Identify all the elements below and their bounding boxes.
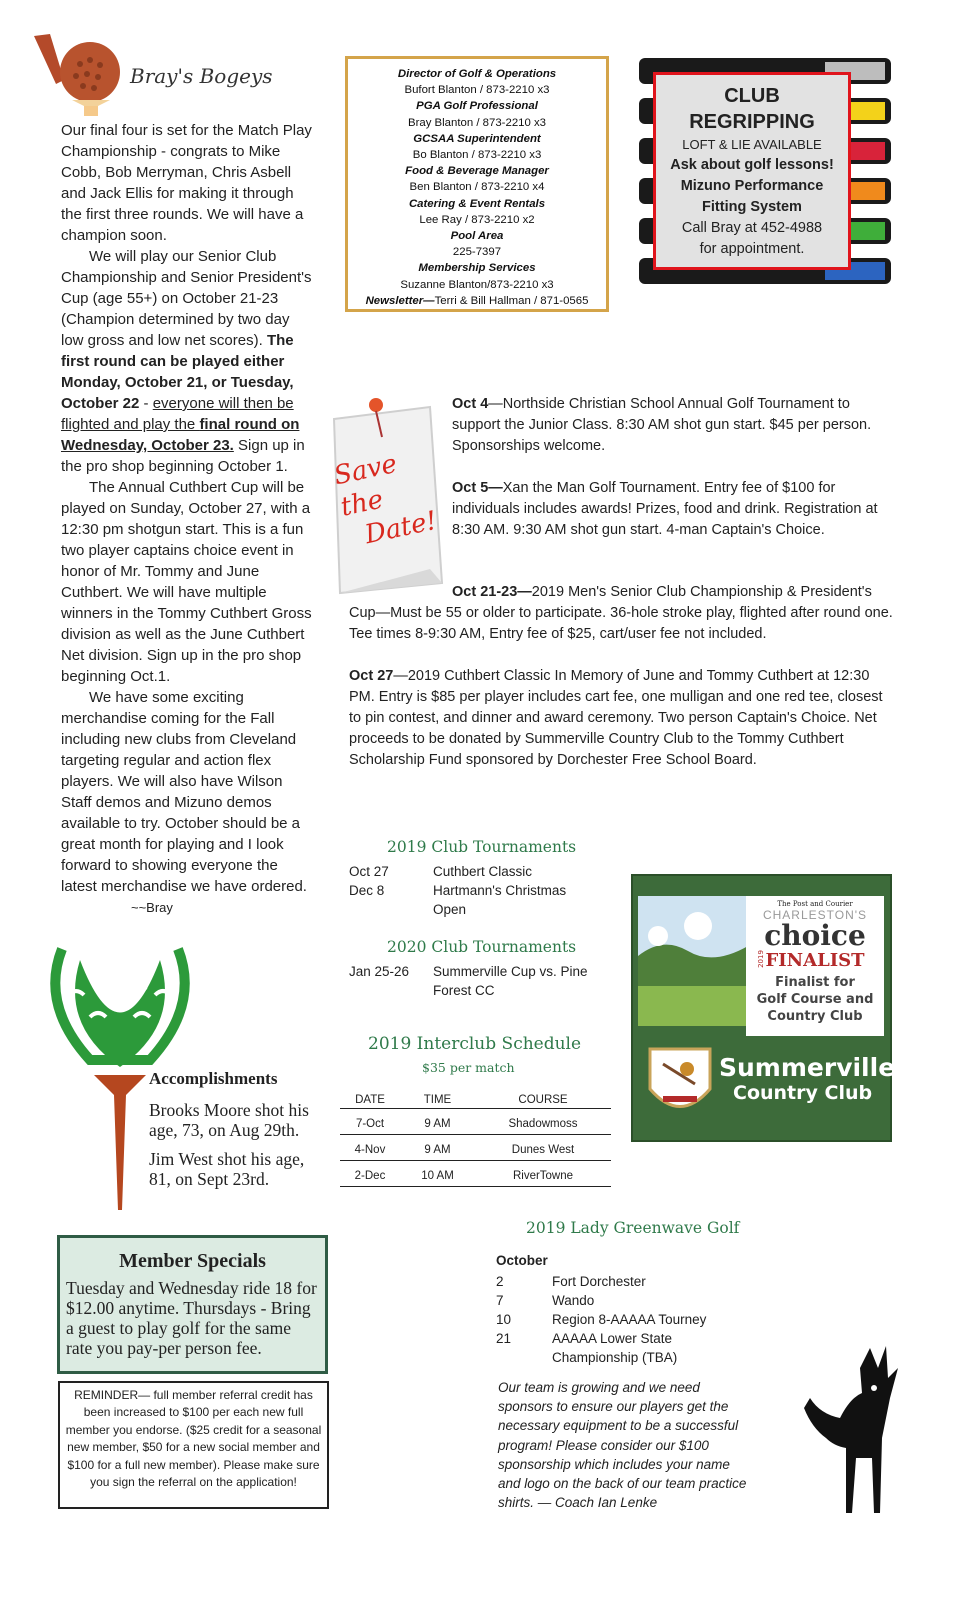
sponsorship-note: Our team is growing and we need sponsors to ensure our players get the necessary equipment to be a successful program! Please consider our $100 sponsorship which includes your name and logo on the back of our team practice shirts. — Coach Ian Lenke bbox=[498, 1380, 747, 1511]
event-item bbox=[349, 666, 894, 771]
club-name: Country Club bbox=[733, 1082, 873, 1104]
save-date-line: Date! bbox=[362, 505, 440, 551]
event-text: —Northside Christian School Annual Golf Tournament to support the Junior Class. 8:30 AM shot gun start. $45 per person. Sponsorships welcome. bbox=[452, 396, 872, 454]
staff-role: Food & Beverage Manager bbox=[405, 165, 549, 178]
tournament-name: Hartmann's Christmas Open bbox=[433, 883, 567, 917]
regrip-title: REGRIPPING bbox=[689, 111, 815, 133]
table-cell: 10 AM bbox=[421, 1170, 454, 1182]
staff-role: Newsletter— bbox=[365, 294, 435, 307]
schedule-day: 2 bbox=[496, 1274, 504, 1289]
event-text: Xan the Man Golf Tournament. Entry fee of $100 for individuals includes awards! Prizes, food and drink. Registration at 8:30 AM. 9:30 AM shot gun start. 4-man Captain's Choice. bbox=[452, 480, 878, 538]
article-paragraph: The Annual Cuthbert Cup will be played on Sunday, October 27, with a 12:30 pm shotgun start. This is a fun two player captains choice event in honor of Mr. Tommy and June Cuthbert. We will have multiple winners in the Tommy Cuthbert Gross division as well as the June Cuthbert Net division. Sign up in the pro shop beginning Oct.1. bbox=[61, 479, 312, 685]
staff-contact: Bufort Blanton / 873-2210 x3 bbox=[404, 84, 550, 97]
staff-role: Pool Area bbox=[450, 230, 504, 243]
choice-city: CHARLESTON'S bbox=[762, 908, 868, 922]
schedule-event: AAAAA Lower State Championship (TBA) bbox=[552, 1331, 678, 1365]
finalist-row bbox=[746, 950, 884, 970]
regrip-text: LOFT & LIE AVAILABLE bbox=[682, 137, 822, 152]
event-date: Oct 21-23— bbox=[452, 584, 532, 600]
column-header: TIME bbox=[423, 1094, 452, 1106]
newsletter-contact bbox=[352, 293, 602, 309]
interclub-subheading: $35 per match bbox=[422, 1060, 515, 1075]
table-cell: RiverTowne bbox=[512, 1170, 574, 1182]
schedule-day: 10 bbox=[496, 1312, 512, 1327]
finalist-word: FINALIST bbox=[765, 950, 865, 971]
event-item bbox=[452, 478, 892, 541]
schedule-day: 7 bbox=[496, 1293, 504, 1308]
staff-role: Membership Services bbox=[418, 262, 536, 275]
interclub-heading: 2019 Interclub Schedule bbox=[368, 1034, 582, 1054]
staff-contact: Bray Blanton / 873-2210 x3 bbox=[407, 116, 547, 129]
table-cell: 9 AM bbox=[424, 1144, 451, 1156]
staff-contact: 225-7397 bbox=[452, 246, 502, 259]
table-cell: Shadowmoss bbox=[508, 1118, 578, 1130]
table-header bbox=[340, 1093, 611, 1109]
article-text: Sign up in the pro shop beginning October 1. bbox=[61, 437, 305, 475]
accomplishment-item: Jim West shot his age, 81, on Sept 23rd. bbox=[149, 1149, 305, 1189]
member-specials-heading: Member Specials bbox=[119, 1250, 266, 1272]
regrip-text: Mizuno Performance bbox=[680, 178, 824, 194]
tournament-date: Oct 27 bbox=[349, 864, 389, 879]
events-list bbox=[349, 582, 894, 792]
schedule-event: Region 8-AAAAA Tourney bbox=[552, 1312, 707, 1327]
brays-bogeys-article bbox=[61, 120, 316, 918]
tournament-name: Cuthbert Classic bbox=[433, 864, 533, 879]
lady-month: October bbox=[496, 1253, 548, 1268]
article-underline: everyone will then be flighted and play the bbox=[61, 395, 294, 433]
staff-role: GCSAA Superintendent bbox=[413, 132, 541, 145]
save-the-date-note bbox=[326, 393, 446, 598]
event-date: Oct 27 bbox=[349, 668, 394, 684]
award-year: 2019 bbox=[756, 950, 765, 968]
caption-line: Golf Course and bbox=[756, 992, 874, 1007]
staff-role: Director of Golf & Operations bbox=[397, 68, 557, 80]
signature: ~~Bray bbox=[131, 900, 173, 915]
article-paragraph bbox=[61, 687, 316, 918]
tournament-date: Dec 8 bbox=[349, 883, 385, 898]
article-bold: The first round can be played either Monday, October 21, or Tuesday, October 22 bbox=[61, 332, 294, 412]
table-row bbox=[340, 1135, 611, 1161]
tournaments-2020-heading: 2020 Club Tournaments bbox=[387, 938, 577, 956]
event-text: 2019 Men's Senior Club Championship & President's Cup—Must be 55 or older to participate. 36-hole stroke play, flighted after round one. Tee times 8-9:30 AM, Entry fee of $25, cart/user fee not included. bbox=[349, 584, 893, 642]
member-specials-box bbox=[57, 1235, 328, 1374]
caption-line: Finalist for bbox=[775, 975, 855, 990]
regrip-text: Fitting System bbox=[702, 199, 802, 215]
schedule-day: 21 bbox=[496, 1331, 512, 1346]
charlestons-choice-badge bbox=[631, 874, 896, 1142]
staff-contact: Ben Blanton / 873-2210 x4 bbox=[409, 181, 545, 194]
table-cell: Dunes West bbox=[511, 1144, 575, 1156]
tournament-name: Summerville Cup vs. Pine Forest CC bbox=[433, 964, 588, 998]
staff-contact: Terri & Bill Hallman / 871-0565 bbox=[434, 294, 589, 307]
golf-course-photo bbox=[638, 896, 748, 1026]
table-row bbox=[340, 1161, 611, 1187]
article-text: We will play our Senior Club Championship and Senior President's Cup (age 55+) on October 21-23 (Champion determined by two day low gross and low net scores). bbox=[61, 248, 312, 349]
regrip-text: Call Bray at 452-4988 bbox=[681, 220, 823, 236]
event-text: —2019 Cuthbert Classic In Memory of June and Tommy Cuthbert at 12:30 PM. Entry is $85 per player includes cart fee, one mulligan and one red tee, closest to pin contest, and dinner and award ceremony. Two person Captain's Choice. Net proceeds to be donated by Summerville Country Club to the Tommy Cuthbert Scholarship Fund sponsored by Dorchester Free School Board. bbox=[349, 668, 883, 768]
article-paragraph: Our final four is set for the Match Play Championship - congrats to Mike Cobb, Bob Merryman, Chris Asbell and Jack Ellis for making it through the first three rounds. We will have a champion soon. bbox=[61, 122, 312, 244]
table-cell: 2-Dec bbox=[354, 1170, 386, 1182]
article-text: We have some exciting merchandise coming for the Fall including new clubs from Cleveland targeting regular and action flex players. We will also have Wilson Staff demos and Mizuno demos available to try. October should be a great month for playing and I look forward to showing everyone the latest merchandise we have ordered. bbox=[61, 689, 307, 895]
events-list bbox=[452, 394, 892, 562]
club-crest-icon bbox=[645, 1044, 715, 1124]
event-date: Oct 5— bbox=[452, 480, 503, 496]
table-cell: 9 AM bbox=[424, 1118, 451, 1130]
table-cell: 4-Nov bbox=[354, 1144, 386, 1156]
table-cell: 7-Oct bbox=[355, 1118, 385, 1130]
brays-bogeys-title: Bray's Bogeys bbox=[130, 64, 273, 88]
regrip-title: CLUB bbox=[724, 85, 780, 107]
member-specials-body: Tuesday and Wednesday ride 18 for $12.00 anytime. Thursdays - Bring a guest to play golf for the same rate you pay-per person fee. bbox=[66, 1278, 317, 1358]
referral-reminder: REMINDER— full member referral credit has been increased to $100 per each new full member you endorse. ($25 credit for a seasonal new member, $50 for a new social member and $100 for a full new member). Please make sure you sign the referral on the application! bbox=[58, 1381, 329, 1509]
article-paragraph bbox=[61, 246, 316, 477]
staff-role: Catering & Event Rentals bbox=[408, 197, 546, 210]
column-header: DATE bbox=[355, 1094, 385, 1106]
caption-line: Country Club bbox=[767, 1009, 863, 1024]
tournaments-2019-heading: 2019 Club Tournaments bbox=[387, 838, 577, 856]
save-date-line: Save the bbox=[331, 448, 400, 523]
accomplishments-heading: Accomplishments bbox=[149, 1069, 278, 1088]
newspaper-name: The Post and Courier bbox=[777, 900, 853, 908]
schedule-event: Fort Dorchester bbox=[552, 1274, 646, 1289]
lady-greenwave-heading: 2019 Lady Greenwave Golf bbox=[526, 1219, 740, 1237]
schedule-event: Wando bbox=[552, 1293, 595, 1308]
staff-contact: Lee Ray / 873-2210 x2 bbox=[419, 213, 535, 226]
choice-word: choice bbox=[764, 919, 866, 952]
table-row bbox=[340, 1109, 611, 1135]
choice-caption bbox=[746, 974, 884, 1025]
accomplishment-item: Brooks Moore shot his age, 73, on Aug 29th. bbox=[149, 1100, 309, 1140]
staff-contact: Suzanne Blanton/873-2210 x3 bbox=[400, 278, 554, 291]
golf-ball-club-icon bbox=[28, 32, 128, 118]
tournament-date: Jan 25-26 bbox=[349, 964, 410, 979]
regripping-ad bbox=[653, 72, 851, 270]
black-cat-icon bbox=[790, 1338, 900, 1518]
event-item bbox=[349, 582, 894, 645]
event-date: Oct 4 bbox=[452, 396, 489, 412]
staff-contact: Bo Blanton / 873-2210 x3 bbox=[412, 149, 542, 162]
article-bold-underline: final round on Wednesday, October 23. bbox=[61, 416, 300, 454]
club-name: Summerville bbox=[719, 1053, 896, 1082]
regrip-text: Ask about golf lessons! bbox=[670, 157, 834, 173]
column-header: COURSE bbox=[518, 1094, 568, 1106]
interclub-table bbox=[340, 1093, 611, 1187]
staff-role: PGA Golf Professional bbox=[416, 100, 538, 113]
regrip-text: for appointment. bbox=[699, 241, 805, 257]
event-item bbox=[452, 394, 892, 457]
staff-directory bbox=[345, 56, 609, 312]
choice-label bbox=[746, 896, 884, 1036]
article-text: - bbox=[139, 395, 153, 412]
